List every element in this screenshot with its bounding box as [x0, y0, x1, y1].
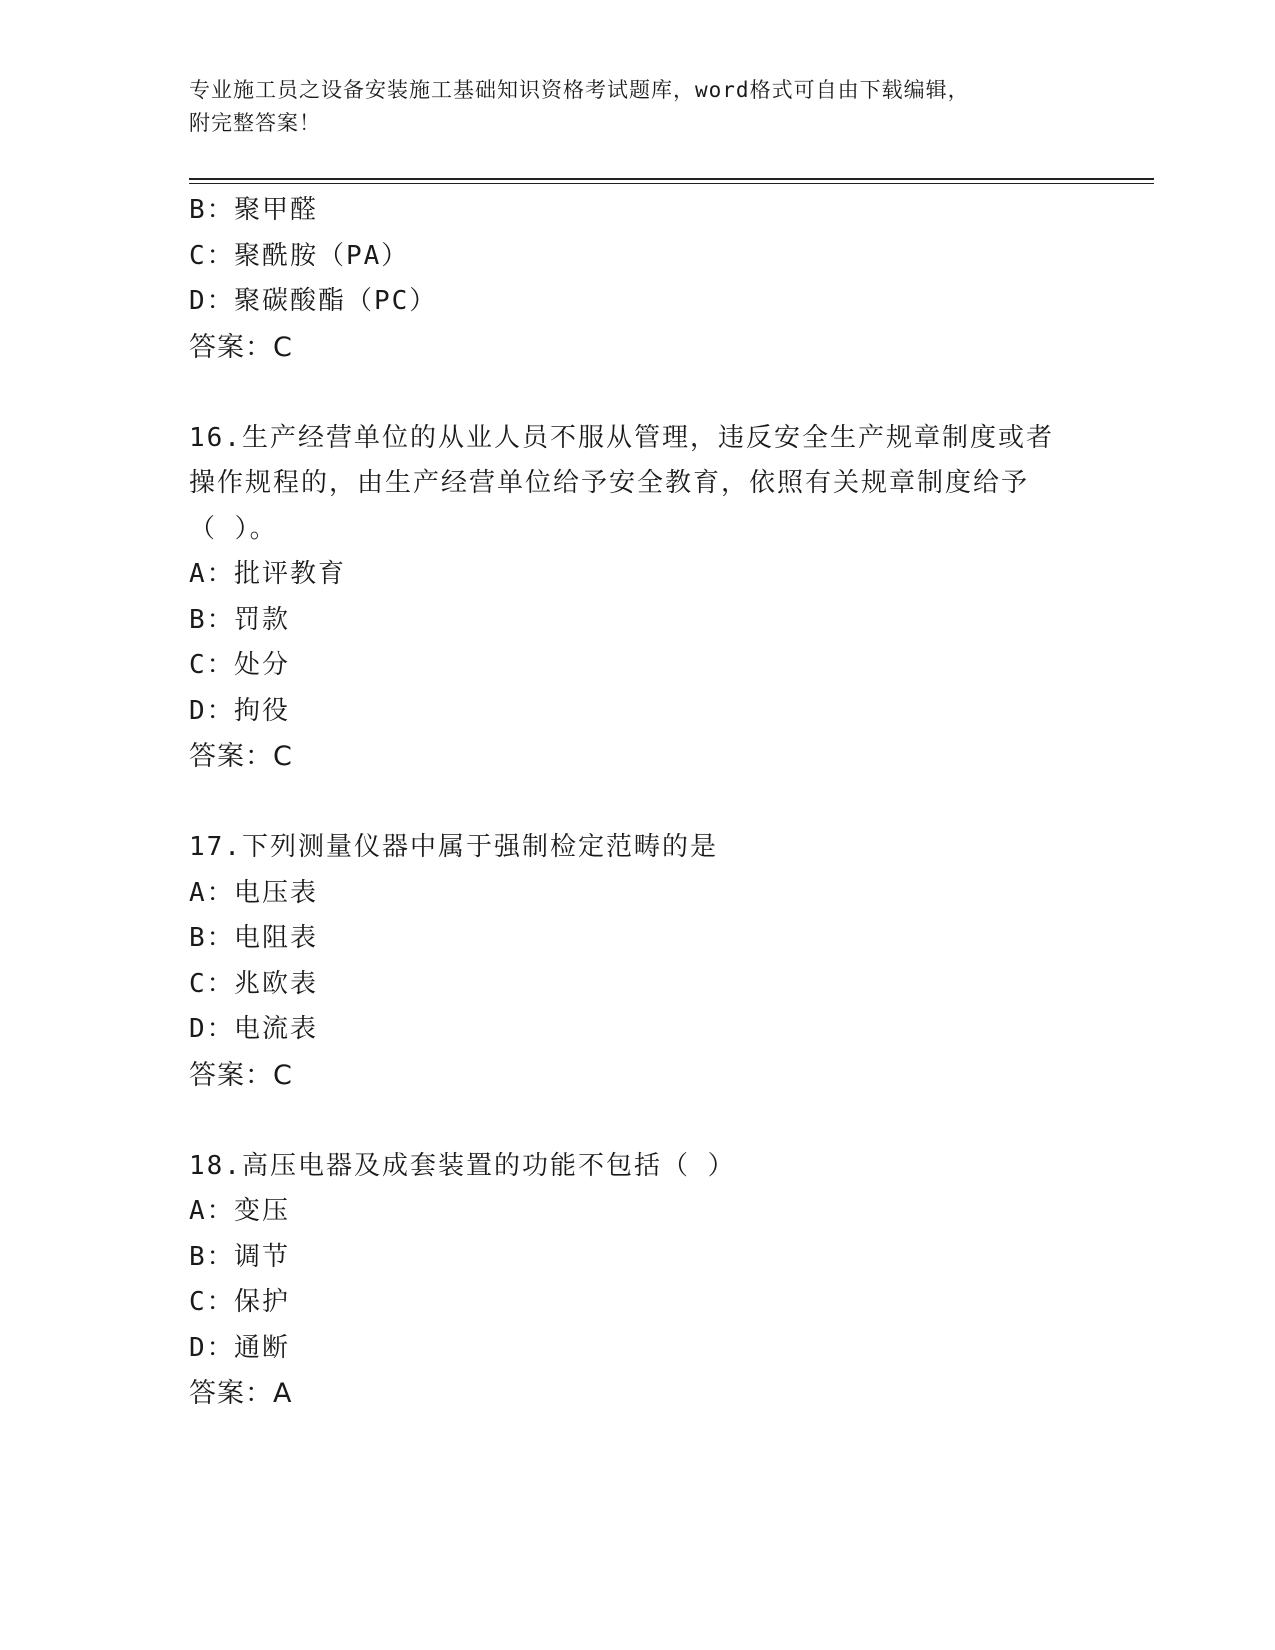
option-row [189, 1280, 1149, 1326]
option-text: 通断 [234, 1332, 291, 1363]
header-divider-thick [189, 178, 1154, 180]
option-text: 保护 [234, 1287, 291, 1317]
answer-line: 答案：C [189, 331, 293, 363]
option-row [189, 1189, 1149, 1235]
option-key: A： [189, 559, 235, 589]
option-row [189, 871, 1149, 917]
option-text: 兆欧表 [234, 968, 319, 999]
option-text: 电压表 [234, 877, 319, 908]
option-text: 变压 [234, 1196, 291, 1226]
option-row [189, 1326, 1149, 1372]
question-17 [189, 825, 1149, 1098]
question-list [189, 188, 1149, 1417]
option-text: 调节 [234, 1241, 291, 1272]
option-text: 拘役 [234, 695, 291, 726]
question-text-line: 18.高压电器及成套装置的功能不包括（ ） [189, 1150, 736, 1181]
question-gap [189, 1098, 1149, 1144]
option-key: D： [189, 286, 235, 316]
question-text-line: 16.生产经营单位的从业人员不服从管理，违反安全生产规章制度或者 [189, 422, 1054, 453]
option-text: 聚酰胺（PA） [234, 240, 410, 271]
option-text: 批评教育 [234, 559, 347, 589]
option-key: C： [189, 968, 235, 999]
header-line-2: 附完整答案！ [189, 111, 321, 135]
option-key: D： [189, 1332, 235, 1363]
option-row [189, 188, 1149, 234]
question-text-line: 17.下列测量仪器中属于强制检定范畴的是 [189, 832, 718, 862]
answer-line: 答案：C [189, 1059, 293, 1091]
option-row [189, 1007, 1149, 1053]
option-row [189, 279, 1149, 325]
option-text: 聚碳酸酯（PC） [234, 286, 438, 316]
option-key: D： [189, 1014, 235, 1044]
question-18 [189, 1144, 1149, 1417]
option-row [189, 962, 1149, 1008]
option-key: C： [189, 650, 235, 680]
option-text: 处分 [234, 650, 291, 680]
option-row [189, 916, 1149, 962]
question-text-line: （ ）。 [189, 513, 278, 544]
answer-line: 答案：C [189, 741, 293, 772]
option-key: C： [189, 240, 235, 271]
option-key: B： [189, 604, 235, 635]
option-text: 罚款 [234, 604, 291, 635]
question-gap [189, 780, 1149, 826]
option-text: 电阻表 [234, 923, 319, 953]
option-key: A： [189, 877, 235, 908]
option-key: D： [189, 695, 235, 726]
option-row [189, 643, 1149, 689]
option-text: 电流表 [234, 1014, 319, 1044]
header-line-1: 专业施工员之设备安装施工基础知识资格考试题库，word格式可自由下载编辑， [189, 78, 970, 102]
option-text: 聚甲醛 [234, 195, 319, 225]
document-header [189, 74, 1089, 140]
question-text-line: 操作规程的，由生产经营单位给予安全教育，依照有关规章制度给予 [189, 468, 1030, 498]
option-key: C： [189, 1287, 235, 1317]
option-row [189, 234, 1149, 280]
option-key: B： [189, 923, 235, 953]
question-gap [189, 370, 1149, 416]
header-divider-thin [189, 183, 1154, 184]
question-16 [189, 416, 1149, 780]
option-key: B： [189, 195, 235, 225]
option-row [189, 1235, 1149, 1281]
question-15-tail [189, 188, 1149, 370]
option-key: B： [189, 1241, 235, 1272]
answer-line: 答案：A [189, 1378, 293, 1409]
option-row [189, 552, 1149, 598]
option-row [189, 598, 1149, 644]
option-key: A： [189, 1196, 235, 1226]
option-row [189, 689, 1149, 735]
